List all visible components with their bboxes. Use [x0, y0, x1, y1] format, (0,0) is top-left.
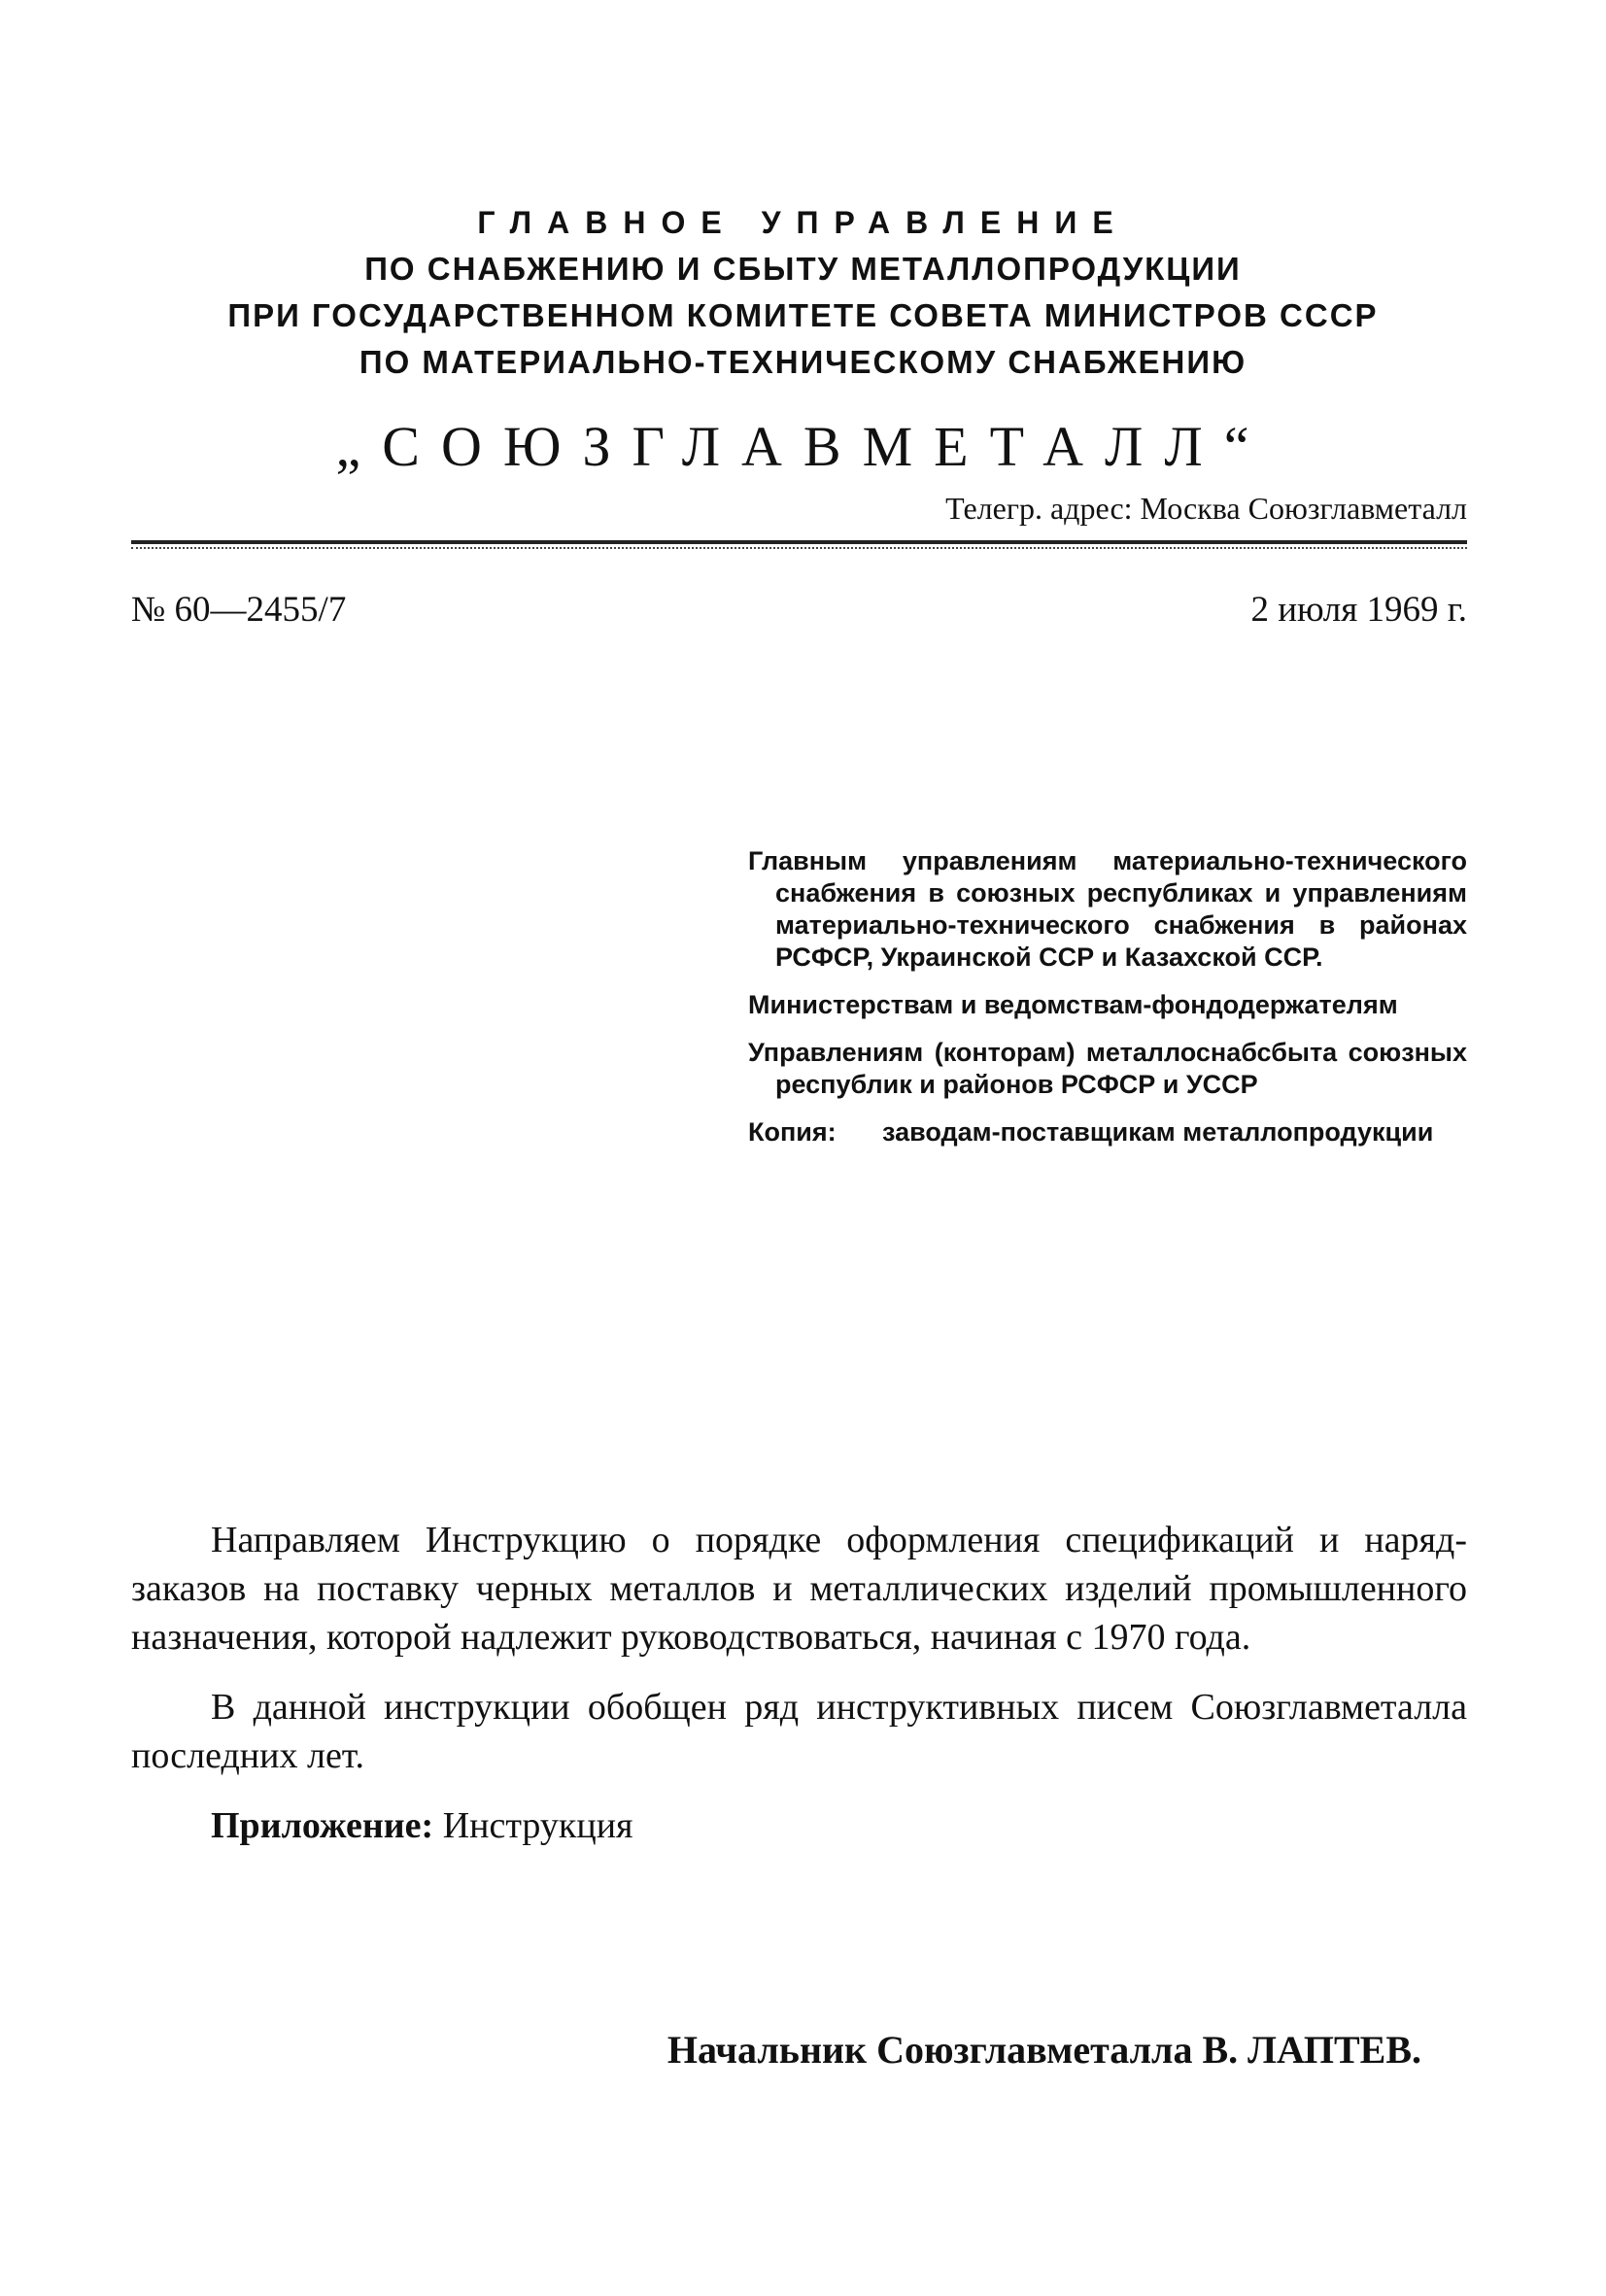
body-paragraph: Направляем Инструкцию о порядке оформления спецификаций и наряд-заказов на поставку черных металлов и металлических изделий промышленного назначения, которой надлежит руководствоваться, начиная с 1970 года.: [131, 1520, 1467, 1658]
header-divider: [131, 540, 1467, 544]
letterhead-line-3: ПРИ ГОСУДАРСТВЕННОМ КОМИТЕТЕ СОВЕТА МИНИСТРОВ СССР: [227, 297, 1379, 333]
letterhead-line-4: ПО МАТЕРИАЛЬНО-ТЕХНИЧЕСКОМУ СНАБЖЕНИЮ: [359, 344, 1247, 380]
copy-recipients: [748, 1116, 1467, 1148]
attachment-value: Инструкция: [442, 1805, 633, 1846]
addressee-item: Министерствам и ведомствам-фондодержателям: [748, 990, 1398, 1019]
organization-name: „СОЮЗГЛАВМЕТАЛЛ“: [335, 415, 1271, 478]
attachment-line: [131, 1801, 1467, 1850]
attachment-label: Приложение:: [211, 1805, 434, 1846]
body-paragraph: В данной инструкции обобщен ряд инструктивных писем Союзглавметалла последних лет.: [131, 1687, 1467, 1776]
document-date: 2 июля 1969 г.: [1250, 590, 1467, 630]
addressee-item: Главным управлениям материально-технического снабжения в союзных республиках и управлениям материально-технического снабжения в районах РСФСР, Украинской ССР и Казахской ССР.: [748, 846, 1467, 972]
copy-label: Копия:: [748, 1117, 837, 1147]
letterhead-line-2: ПО СНАБЖЕНИЮ И СБЫТУ МЕТАЛЛОПРОДУКЦИИ: [364, 251, 1242, 287]
telegram-address: Телегр. адрес: Москва Союзглавметалл: [945, 491, 1467, 526]
document-number: № 60—2455/7: [131, 590, 347, 630]
signature: Начальник Союзглавметалла В. ЛАПТЕВ.: [666, 2028, 1421, 2072]
letter-body: [131, 1516, 1467, 1871]
copy-text: заводам-поставщикам металлопродукции: [882, 1117, 1434, 1147]
addressee-list: [748, 845, 1467, 1148]
addressee-item: Управлениям (конторам) металлоснабсбыта союзных республик и районов РСФСР и УССР: [748, 1038, 1467, 1099]
letterhead: [0, 199, 1606, 386]
letterhead-line-1: ГЛАВНОЕ УПРАВЛЕНИЕ: [477, 205, 1129, 240]
